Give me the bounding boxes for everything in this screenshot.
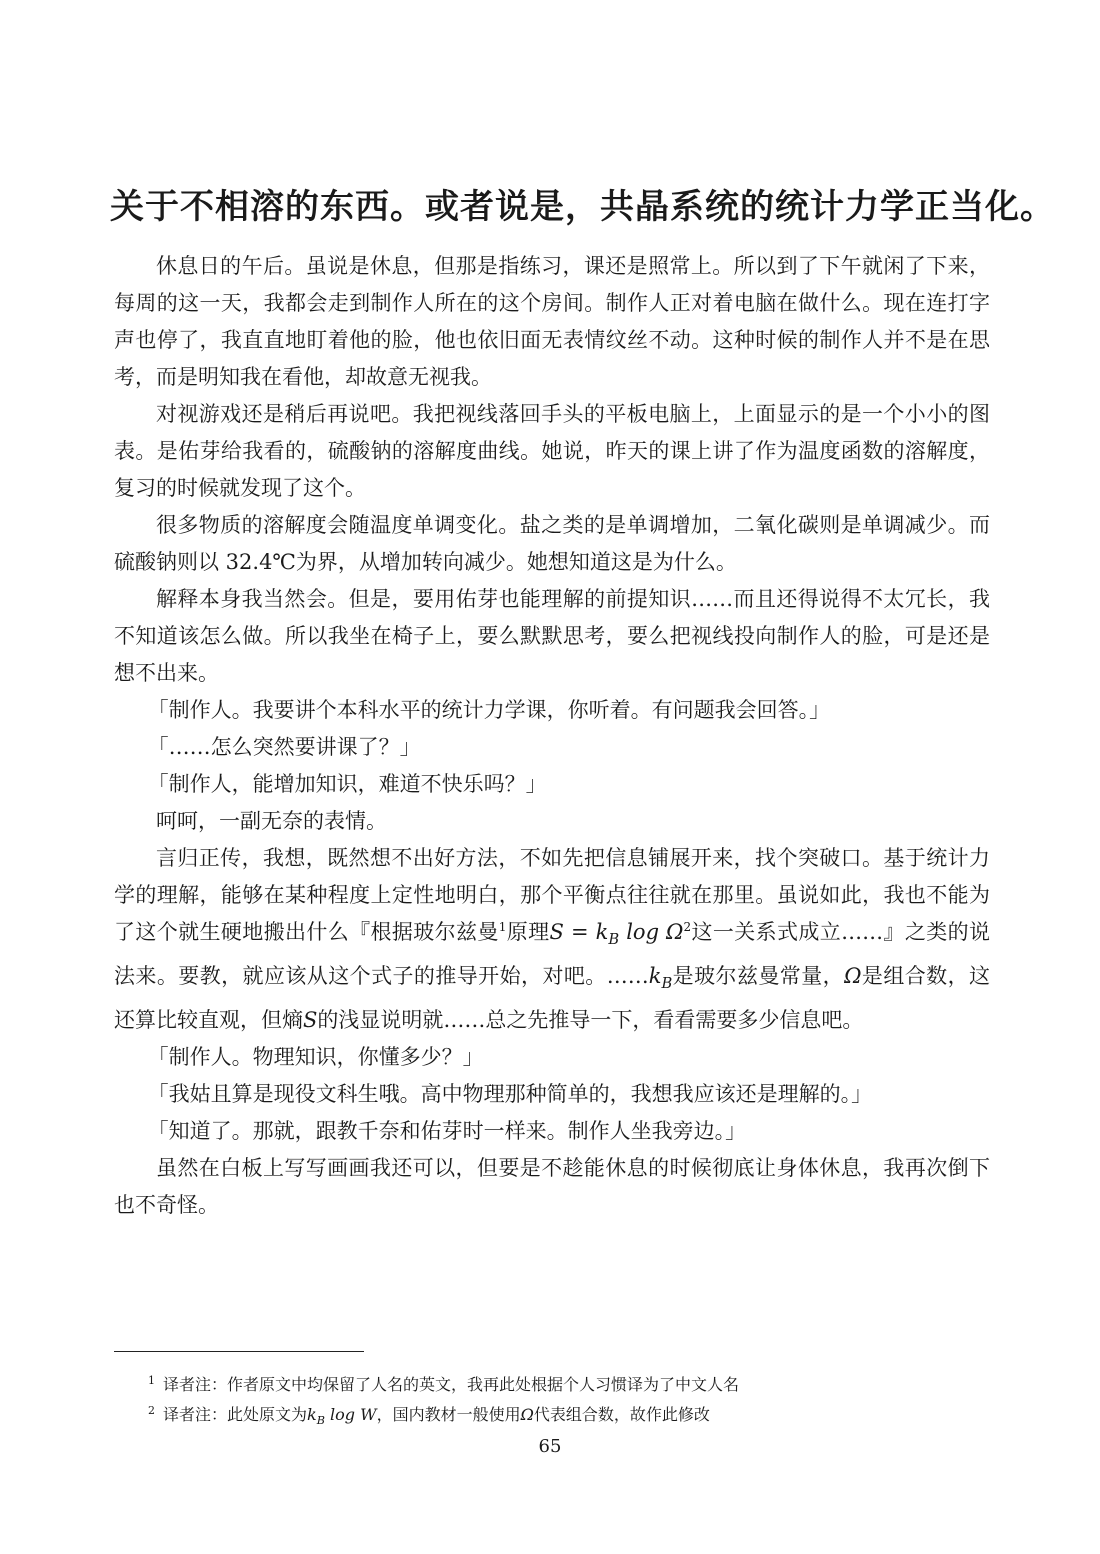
paragraph: 对视游戏还是稍后再说吧。我把视线落回手头的平板电脑上，上面显示的是一个小小的图表。是佑芽给我看的，硫酸钠的溶解度曲线。她说，昨天的课上讲了作为温度函数的溶解度，复习的时候就发现了这个。 (114, 402, 990, 500)
dialogue-line: 「制作人。物理知识，你懂多少？」 (147, 1045, 484, 1070)
footnote-divider (114, 1351, 364, 1352)
footnote-formula: $k_B$ log W (307, 1405, 377, 1428)
dialogue-line: 「制作人。我要讲个本科水平的统计力学课，你听着。有问题我会回答。」 (147, 698, 831, 722)
footnote-mark: 1 (148, 1373, 155, 1387)
paragraph-with-formula (114, 840, 990, 1039)
footnote-text: ，国内教材一般使用 (376, 1405, 521, 1424)
text-run: 原理 (506, 920, 550, 944)
footnote-text: 译者注：此处原文为 (163, 1405, 308, 1424)
dialogue-line: 「我姑且算是现役文科生哦。高中物理那种简单的，我想我应该还是理解的。」 (147, 1082, 873, 1107)
dialogue-line: 「……怎么突然要讲课了？」 (147, 735, 421, 759)
footnotes (148, 1370, 988, 1436)
text-run: 言归正传，我想，既然想不出好方法，不如先把信息铺展开来，找个突破口。基于统计力学的理解，能够在某种程度上定性地明白，那个平衡点往往就在那里。虽说如此，我也不能为了这个就生硬地搬出什么『根据玻尔兹曼 (114, 846, 990, 944)
chapter-title: 关于不相溶的东西。或者说是，共晶系统的统计力学正当化。 (110, 186, 1055, 227)
dialogue-line: 「知道了。那就，跟教千奈和佑芽时一样来。制作人坐我旁边。」 (147, 1119, 747, 1144)
paragraph: 虽然在白板上写写画画我还可以，但要是不趁能休息的时候彻底让身体休息，我再次倒下也不奇怪。 (114, 1156, 990, 1218)
footnote-mark: 2 (148, 1403, 155, 1417)
text-run: 是组合数，这还算比较直观，但熵 (114, 964, 991, 1033)
footnote-2 (148, 1400, 988, 1436)
paragraph: 休息日的午后。虽说是休息，但那是指练习，课还是照常上。所以到了下午就闲了下来，每周的这一天，我都会走到制作人所在的这个房间。制作人正对着电脑在做什么。现在连打字声也停了，我直直地盯着他的脸，他也依旧面无表情纹丝不动。这种时候的制作人并不是在思考，而是明知我在看他，却故意无视我。 (114, 254, 990, 389)
text-run: 这一关系式成立……』之类的说法来。要教，就应该从这个式子的推导开始，对吧。…… (114, 920, 991, 989)
paragraph: 呵呵，一副无奈的表情。 (156, 809, 387, 833)
footnote-text: 译者注：作者原文中均保留了人名的英文，我再此处根据个人习惯译为了中文人名 (163, 1375, 740, 1394)
entropy-symbol: S (303, 1008, 318, 1033)
body-text (114, 248, 990, 1224)
boltzmann-formula: $S = k_B$ log Ω (549, 920, 684, 949)
footnote-ref-2[interactable]: 2 (683, 920, 692, 934)
omega-symbol: Ω (520, 1405, 534, 1424)
dialogue-line: 「制作人，能增加知识，难道不快乐吗？」 (147, 772, 547, 796)
footnote-ref-1[interactable]: 1 (498, 920, 507, 934)
boltzmann-constant-symbol: $k_B$ (648, 964, 673, 993)
omega-symbol: Ω (844, 964, 862, 989)
paragraph: 很多物质的溶解度会随温度单调变化。盐之类的是单调增加，二氧化碳则是单调减少。而硫酸钠则以 32.4℃为界，从增加转向减少。她想知道这是为什么。 (114, 513, 990, 574)
paragraph: 解释本身我当然会。但是，要用佑芽也能理解的前提知识……而且还得说得不太冗长，我不知道该怎么做。所以我坐在椅子上，要么默默思考，要么把视线投向制作人的脸，可是还是想不出来。 (114, 587, 990, 685)
text-run: 是玻尔兹曼常量， (672, 964, 845, 989)
page-number: 65 (538, 1436, 562, 1457)
footnote-1 (148, 1370, 988, 1400)
footnote-text: 代表组合数，故作此修改 (533, 1405, 710, 1424)
text-run: 的浅显说明就……总之先推导一下，看看需要多少信息吧。 (317, 1008, 864, 1033)
